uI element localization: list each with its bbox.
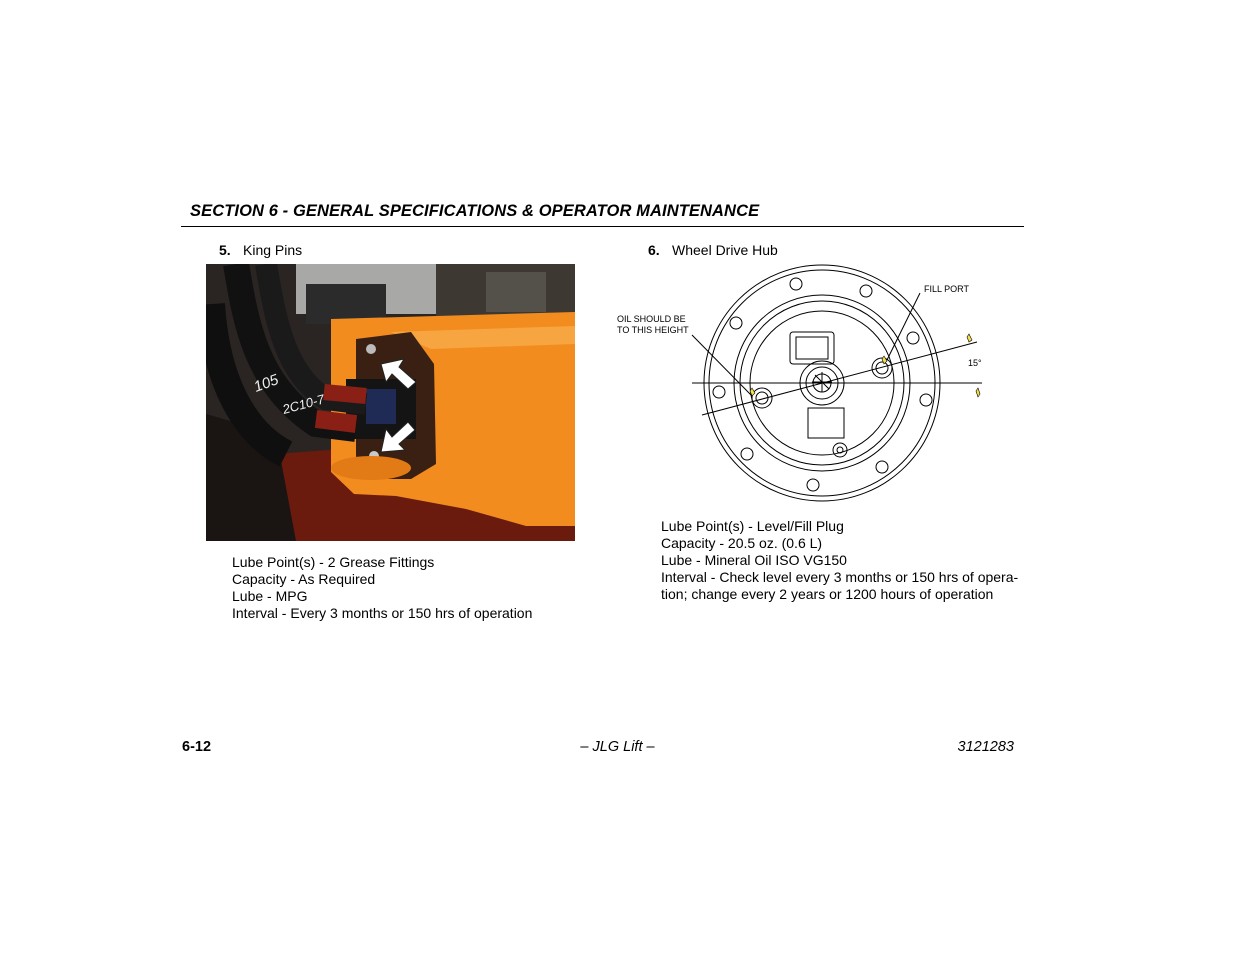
- item-6-heading: [648, 242, 778, 258]
- spec-line: Interval - Check level every 3 months or 150 hrs of opera-: [661, 569, 1019, 585]
- footer-brand: – JLG Lift –: [580, 739, 655, 755]
- page-number: 6-12: [182, 739, 212, 755]
- spec-line: Lube - Mineral Oil ISO VG150: [661, 552, 847, 568]
- document-number: 3121283: [957, 739, 1014, 755]
- angle-label: 15°: [968, 358, 982, 368]
- section-title: SECTION 6 - GENERAL SPECIFICATIONS & OPERATOR MAINTENANCE: [190, 202, 760, 220]
- king-pins-photo: [206, 264, 575, 541]
- spec-line: Interval - Every 3 months or 150 hrs of operation: [232, 605, 533, 621]
- oil-height-label-line1: OIL SHOULD BE: [617, 314, 686, 324]
- spec-line: Capacity - 20.5 oz. (0.6 L): [661, 535, 823, 551]
- item-6-number: 6.: [648, 242, 660, 258]
- spec-line: tion; change every 2 years or 1200 hours of operation: [661, 586, 994, 602]
- hose-marking-2: 105: [251, 371, 281, 396]
- king-pins-specs: [232, 554, 532, 622]
- hose-marking-1: 2C10-7: [280, 391, 326, 417]
- item-6-title: Wheel Drive Hub: [672, 242, 778, 258]
- spec-line: Lube Point(s) - 2 Grease Fittings: [232, 554, 435, 570]
- spec-line: Lube Point(s) - Level/Fill Plug: [661, 518, 844, 534]
- wheel-drive-hub-specs: [661, 518, 1018, 603]
- spec-line: Capacity - As Required: [232, 571, 376, 587]
- header-rule: [181, 226, 1024, 227]
- fill-port-label: FILL PORT: [924, 284, 970, 294]
- item-5-heading: [219, 242, 302, 258]
- spec-line: Lube - MPG: [232, 588, 308, 604]
- item-5-title: King Pins: [243, 242, 303, 258]
- item-5-number: 5.: [219, 242, 231, 258]
- oil-height-label-line2: TO THIS HEIGHT: [617, 325, 689, 335]
- wheel-drive-hub-diagram: [612, 260, 992, 510]
